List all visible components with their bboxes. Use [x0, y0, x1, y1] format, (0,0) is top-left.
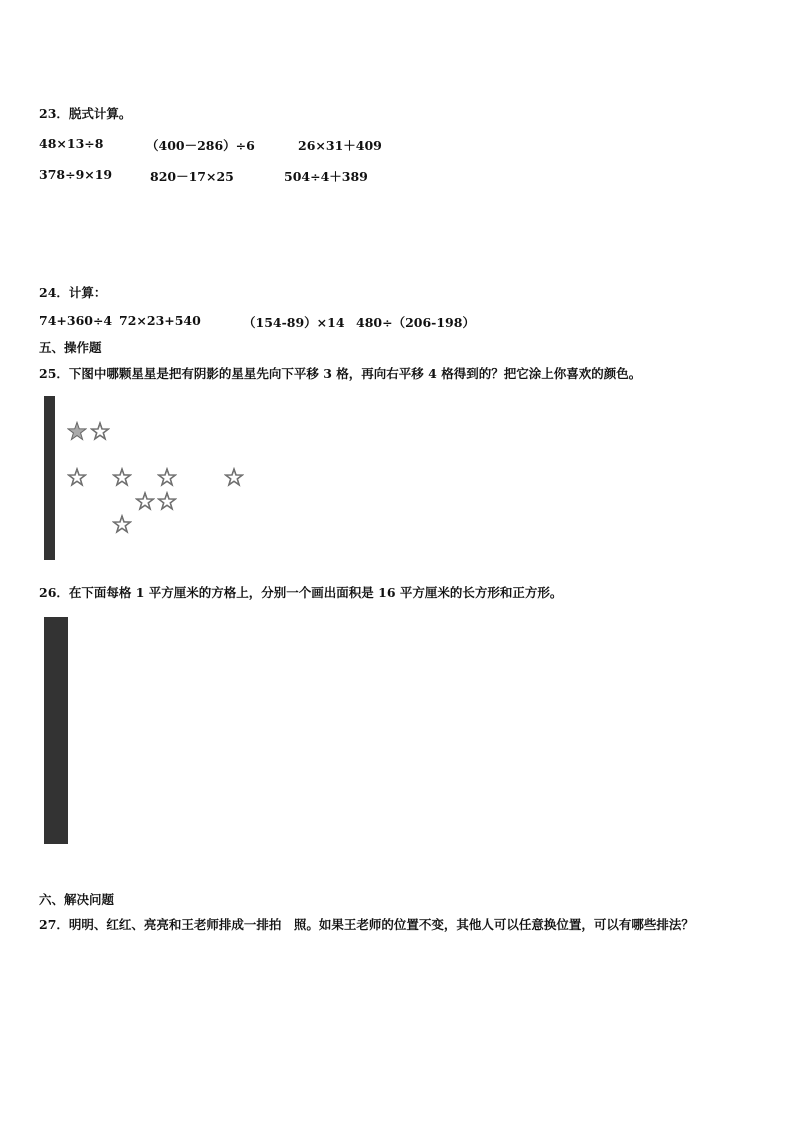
- grid-cell[interactable]: [67, 821, 68, 844]
- q23-expr-4: 378÷9×19: [39, 167, 113, 182]
- q25-text: 25．下图中哪颗星星是把有阴影的星星先向下平移 3 格，再向右平移 4 格得到的？把它涂上你喜欢的颜色。: [39, 366, 642, 381]
- q24-expr-4: 480÷（206-198）: [356, 315, 475, 330]
- grid-row: [45, 513, 55, 536]
- grid-row: [45, 618, 68, 641]
- q24-expr-1: 74+360÷4: [39, 313, 113, 328]
- star-icon[interactable]: [157, 467, 177, 487]
- q26-text: 26．在下面每格 1 平方厘米的方格上，分别一个画出面积是 16 平方厘米的长方形和正方形。: [39, 585, 563, 600]
- grid-row: [45, 536, 55, 559]
- q23-expr-1: 48×13÷8: [39, 136, 104, 151]
- star-icon[interactable]: [112, 467, 132, 487]
- grid-cell: [54, 490, 55, 513]
- star-icon[interactable]: [135, 491, 155, 511]
- grid-cell[interactable]: [67, 708, 68, 731]
- q23-expr-5: 820－17×25: [150, 169, 234, 184]
- grid-row: [45, 685, 68, 708]
- grid-row: [45, 730, 68, 753]
- grid-cell[interactable]: [67, 730, 68, 753]
- grid-cell: [54, 397, 55, 420]
- grid-row: [45, 663, 68, 686]
- grid-row: [45, 443, 55, 466]
- shaded-star-icon[interactable]: [67, 421, 87, 441]
- grid-row: [45, 466, 55, 489]
- q23-expr-3: 26×31＋409: [298, 138, 382, 153]
- q25-grid-table: [44, 396, 55, 560]
- grid-cell[interactable]: [67, 663, 68, 686]
- q23-title: 23．脱式计算。: [39, 106, 132, 121]
- grid-cell[interactable]: [67, 798, 68, 821]
- star-icon[interactable]: [90, 421, 110, 441]
- grid-row: [45, 798, 68, 821]
- q26-grid-table[interactable]: [44, 617, 68, 844]
- section-5-heading: 五、操作题: [39, 340, 102, 355]
- grid-row: [45, 397, 55, 420]
- grid-cell[interactable]: [67, 776, 68, 799]
- star-icon[interactable]: [67, 467, 87, 487]
- grid-row: [45, 821, 68, 844]
- grid-cell[interactable]: [67, 618, 68, 641]
- section-6-heading: 六、解决问题: [39, 892, 115, 907]
- grid-cell: [54, 466, 55, 489]
- grid-row: [45, 490, 55, 513]
- grid-row: [45, 776, 68, 799]
- star-icon[interactable]: [157, 491, 177, 511]
- q23-expr-2: （400－286）÷6: [146, 138, 255, 153]
- q23-expr-6: 504÷4＋389: [284, 169, 368, 184]
- grid-row: [45, 640, 68, 663]
- q24-title: 24．计算：: [39, 285, 107, 300]
- grid-cell: [54, 536, 55, 559]
- star-icon[interactable]: [224, 467, 244, 487]
- grid-row: [45, 420, 55, 443]
- q27-text: 27．明明、红红、亮亮和王老师排成一排拍 照。如果王老师的位置不变，其他人可以任意换位置，可以有哪些排法？: [39, 917, 694, 932]
- grid-cell: [54, 513, 55, 536]
- grid-cell: [54, 420, 55, 443]
- grid-cell[interactable]: [67, 640, 68, 663]
- grid-row: [45, 708, 68, 731]
- q24-expr-2: 72×23+540: [119, 313, 201, 328]
- star-icon[interactable]: [112, 514, 132, 534]
- grid-cell: [54, 443, 55, 466]
- grid-cell[interactable]: [67, 685, 68, 708]
- grid-cell[interactable]: [67, 753, 68, 776]
- q24-expr-3: （154-89）×14: [243, 315, 345, 330]
- grid-row: [45, 753, 68, 776]
